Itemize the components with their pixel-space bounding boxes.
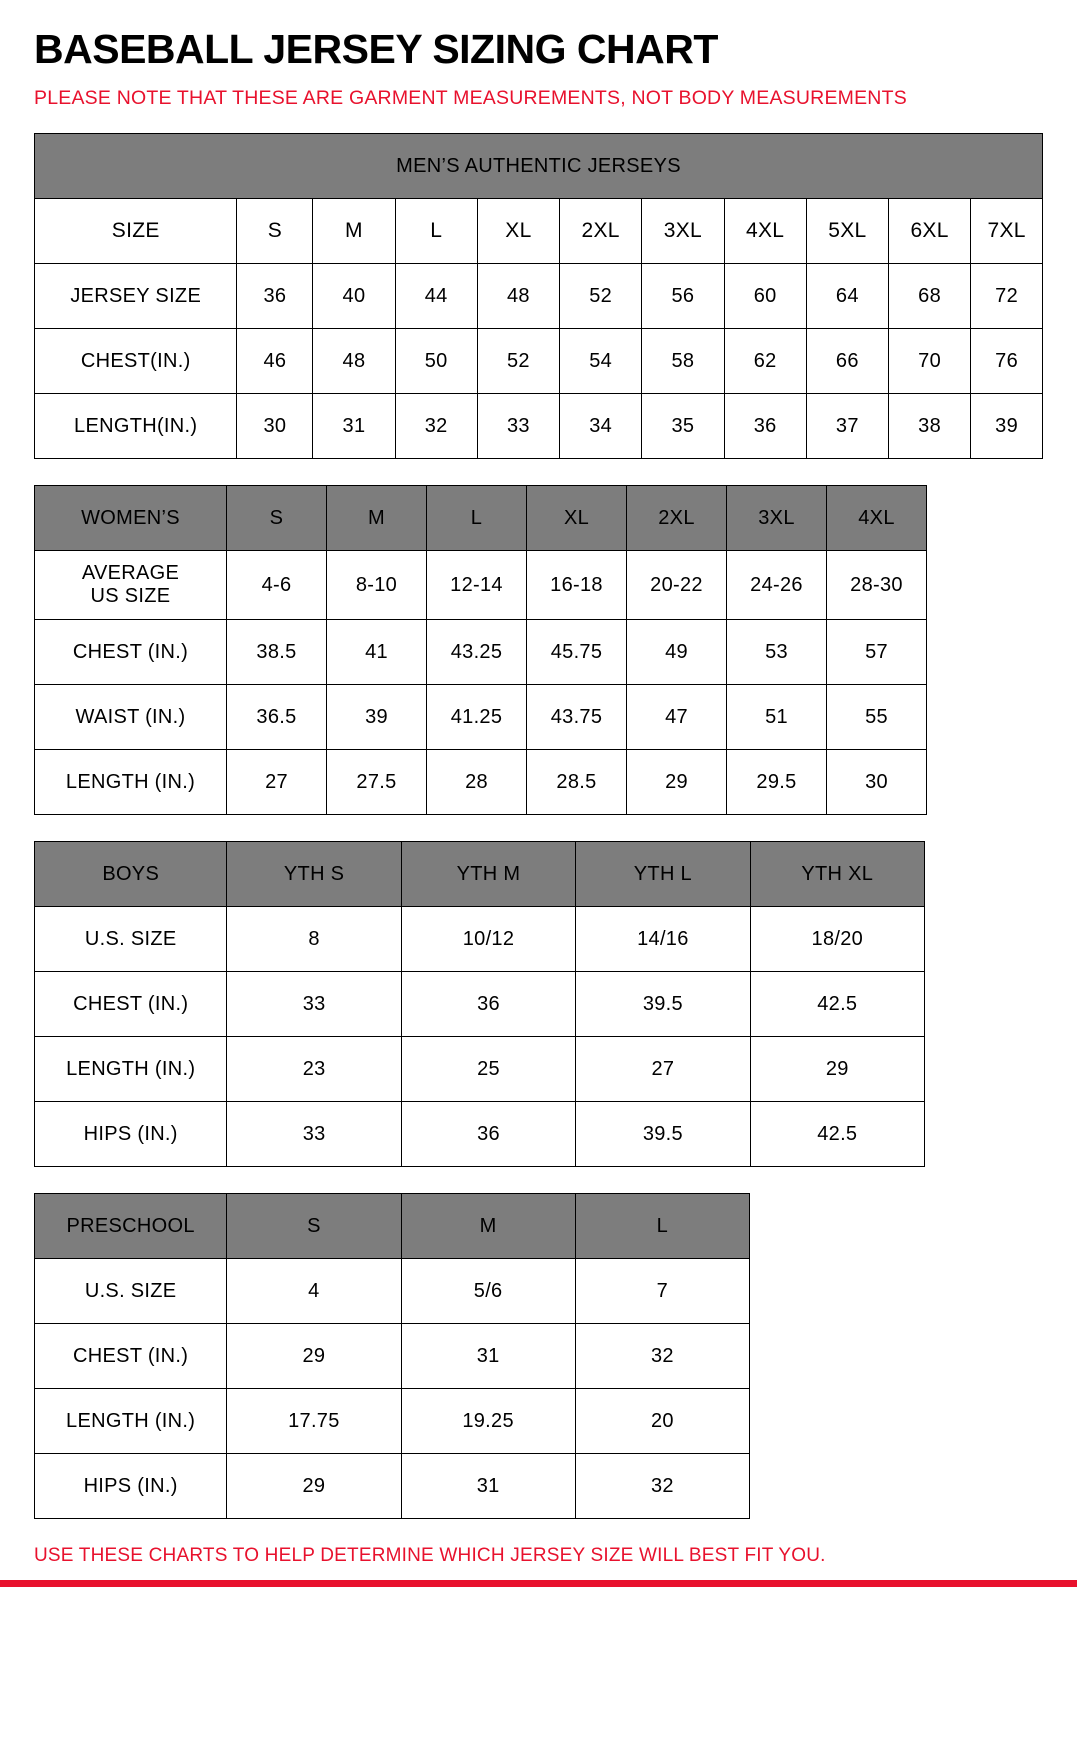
cell: 33 — [227, 1102, 401, 1167]
preschool-row-label-length: LENGTH (IN.) — [35, 1389, 227, 1454]
cell: 36 — [237, 264, 313, 329]
mens-size-m: M — [313, 199, 395, 264]
cell: 28.5 — [527, 750, 627, 815]
mens-size-6xl: 6XL — [888, 199, 970, 264]
cell: 41 — [327, 620, 427, 685]
cell: 29.5 — [727, 750, 827, 815]
mens-size-3xl: 3XL — [642, 199, 724, 264]
preschool-row-label-hips: HIPS (IN.) — [35, 1454, 227, 1519]
womens-size-m: M — [327, 486, 427, 551]
cell: 33 — [227, 972, 401, 1037]
cell: 66 — [806, 329, 888, 394]
cell: 29 — [750, 1037, 924, 1102]
boys-size-yth-l: YTH L — [576, 842, 750, 907]
womens-sizing-table — [34, 485, 927, 815]
mens-sizing-table — [34, 133, 1043, 459]
mens-size-7xl: 7XL — [971, 199, 1043, 264]
preschool-size-l: L — [575, 1194, 749, 1259]
boys-row-label-hips: HIPS (IN.) — [35, 1102, 227, 1167]
boys-size-yth-s: YTH S — [227, 842, 401, 907]
bottom-accent-bar — [0, 1580, 1077, 1587]
cell: 29 — [227, 1324, 401, 1389]
womens-header-label: WOMEN’S — [35, 486, 227, 551]
cell: 27.5 — [327, 750, 427, 815]
cell: 39.5 — [576, 1102, 750, 1167]
cell: 4 — [227, 1259, 401, 1324]
cell: 35 — [642, 394, 724, 459]
table-row — [35, 1194, 750, 1259]
mens-size-4xl: 4XL — [724, 199, 806, 264]
womens-size-3xl: 3XL — [727, 486, 827, 551]
cell: 39 — [971, 394, 1043, 459]
preschool-size-m: M — [401, 1194, 575, 1259]
cell: 14/16 — [576, 907, 750, 972]
mens-banner: MEN’S AUTHENTIC JERSEYS — [35, 134, 1043, 199]
cell: 19.25 — [401, 1389, 575, 1454]
cell: 16-18 — [527, 551, 627, 620]
boys-sizing-table — [34, 841, 925, 1167]
preschool-size-s: S — [227, 1194, 401, 1259]
cell: 57 — [827, 620, 927, 685]
cell: 37 — [806, 394, 888, 459]
mens-size-xl: XL — [477, 199, 559, 264]
cell: 32 — [395, 394, 477, 459]
womens-row-label-chest: CHEST (IN.) — [35, 620, 227, 685]
cell: 41.25 — [427, 685, 527, 750]
cell: 8 — [227, 907, 401, 972]
table-row — [35, 842, 925, 907]
cell: 32 — [575, 1324, 749, 1389]
mens-row-label-length: LENGTH(IN.) — [35, 394, 237, 459]
cell: 40 — [313, 264, 395, 329]
cell: 52 — [560, 264, 642, 329]
cell: 18/20 — [750, 907, 924, 972]
cell: 43.75 — [527, 685, 627, 750]
cell: 48 — [477, 264, 559, 329]
table-row — [35, 685, 927, 750]
mens-row-label-chest: CHEST(IN.) — [35, 329, 237, 394]
mens-row-label-jersey-size: JERSEY SIZE — [35, 264, 237, 329]
preschool-row-label-chest: CHEST (IN.) — [35, 1324, 227, 1389]
cell: 27 — [576, 1037, 750, 1102]
table-row — [35, 1259, 750, 1324]
cell: 42.5 — [750, 972, 924, 1037]
cell: 31 — [401, 1454, 575, 1519]
womens-size-s: S — [227, 486, 327, 551]
cell: 42.5 — [750, 1102, 924, 1167]
garment-measurement-note: PLEASE NOTE THAT THESE ARE GARMENT MEASUREMENTS, NOT BODY MEASUREMENTS — [34, 87, 907, 110]
page-title: BASEBALL JERSEY SIZING CHART — [34, 26, 718, 72]
cell: 55 — [827, 685, 927, 750]
cell: 8-10 — [327, 551, 427, 620]
table-row — [35, 329, 1043, 394]
cell: 7 — [575, 1259, 749, 1324]
cell: 36.5 — [227, 685, 327, 750]
cell: 36 — [724, 394, 806, 459]
womens-size-l: L — [427, 486, 527, 551]
table-row — [35, 1102, 925, 1167]
cell: 36 — [401, 1102, 575, 1167]
cell: 64 — [806, 264, 888, 329]
cell: 58 — [642, 329, 724, 394]
table-row — [35, 1037, 925, 1102]
cell: 54 — [560, 329, 642, 394]
cell: 32 — [575, 1454, 749, 1519]
womens-row-label-waist: WAIST (IN.) — [35, 685, 227, 750]
cell: 50 — [395, 329, 477, 394]
table-row — [35, 907, 925, 972]
table-row — [35, 972, 925, 1037]
womens-size-2xl: 2XL — [627, 486, 727, 551]
cell: 20 — [575, 1389, 749, 1454]
table-row — [35, 1324, 750, 1389]
table-row — [35, 486, 927, 551]
preschool-row-label-us-size: U.S. SIZE — [35, 1259, 227, 1324]
cell: 28-30 — [827, 551, 927, 620]
footer-note: USE THESE CHARTS TO HELP DETERMINE WHICH JERSEY SIZE WILL BEST FIT YOU. — [34, 1545, 826, 1567]
cell: 31 — [401, 1324, 575, 1389]
table-row — [35, 551, 927, 620]
cell: 5/6 — [401, 1259, 575, 1324]
cell: 31 — [313, 394, 395, 459]
cell: 72 — [971, 264, 1043, 329]
womens-size-4xl: 4XL — [827, 486, 927, 551]
cell: 56 — [642, 264, 724, 329]
cell: 51 — [727, 685, 827, 750]
cell: 29 — [227, 1454, 401, 1519]
table-row — [35, 1389, 750, 1454]
table-row — [35, 750, 927, 815]
boys-header-label: BOYS — [35, 842, 227, 907]
cell: 28 — [427, 750, 527, 815]
cell: 20-22 — [627, 551, 727, 620]
cell: 38.5 — [227, 620, 327, 685]
cell: 17.75 — [227, 1389, 401, 1454]
cell: 30 — [237, 394, 313, 459]
cell: 30 — [827, 750, 927, 815]
cell: 76 — [971, 329, 1043, 394]
cell: 48 — [313, 329, 395, 394]
cell: 10/12 — [401, 907, 575, 972]
cell: 52 — [477, 329, 559, 394]
cell: 25 — [401, 1037, 575, 1102]
cell: 47 — [627, 685, 727, 750]
table-row — [35, 394, 1043, 459]
cell: 46 — [237, 329, 313, 394]
cell: 60 — [724, 264, 806, 329]
cell: 70 — [888, 329, 970, 394]
mens-size-label: SIZE — [35, 199, 237, 264]
cell: 53 — [727, 620, 827, 685]
label-line-2: US SIZE — [90, 585, 171, 608]
boys-row-label-chest: CHEST (IN.) — [35, 972, 227, 1037]
cell: 38 — [888, 394, 970, 459]
cell: 45.75 — [527, 620, 627, 685]
cell: 27 — [227, 750, 327, 815]
cell: 4-6 — [227, 551, 327, 620]
cell: 68 — [888, 264, 970, 329]
boys-row-label-us-size: U.S. SIZE — [35, 907, 227, 972]
table-row — [35, 1454, 750, 1519]
preschool-header-label: PRESCHOOL — [35, 1194, 227, 1259]
womens-row-label-average-us-size — [35, 551, 227, 620]
table-row — [35, 134, 1043, 199]
womens-row-label-length: LENGTH (IN.) — [35, 750, 227, 815]
mens-size-5xl: 5XL — [806, 199, 888, 264]
cell: 12-14 — [427, 551, 527, 620]
cell: 29 — [627, 750, 727, 815]
mens-size-2xl: 2XL — [560, 199, 642, 264]
boys-row-label-length: LENGTH (IN.) — [35, 1037, 227, 1102]
boys-size-yth-m: YTH M — [401, 842, 575, 907]
cell: 39.5 — [576, 972, 750, 1037]
table-row — [35, 620, 927, 685]
table-row — [35, 264, 1043, 329]
mens-size-l: L — [395, 199, 477, 264]
cell: 23 — [227, 1037, 401, 1102]
cell: 44 — [395, 264, 477, 329]
table-row — [35, 199, 1043, 264]
mens-size-s: S — [237, 199, 313, 264]
cell: 34 — [560, 394, 642, 459]
womens-size-xl: XL — [527, 486, 627, 551]
cell: 33 — [477, 394, 559, 459]
preschool-sizing-table — [34, 1193, 750, 1519]
cell: 39 — [327, 685, 427, 750]
cell: 36 — [401, 972, 575, 1037]
cell: 62 — [724, 329, 806, 394]
boys-size-yth-xl: YTH XL — [750, 842, 924, 907]
cell: 43.25 — [427, 620, 527, 685]
cell: 24-26 — [727, 551, 827, 620]
label-line-1: AVERAGE — [81, 562, 180, 585]
cell: 49 — [627, 620, 727, 685]
